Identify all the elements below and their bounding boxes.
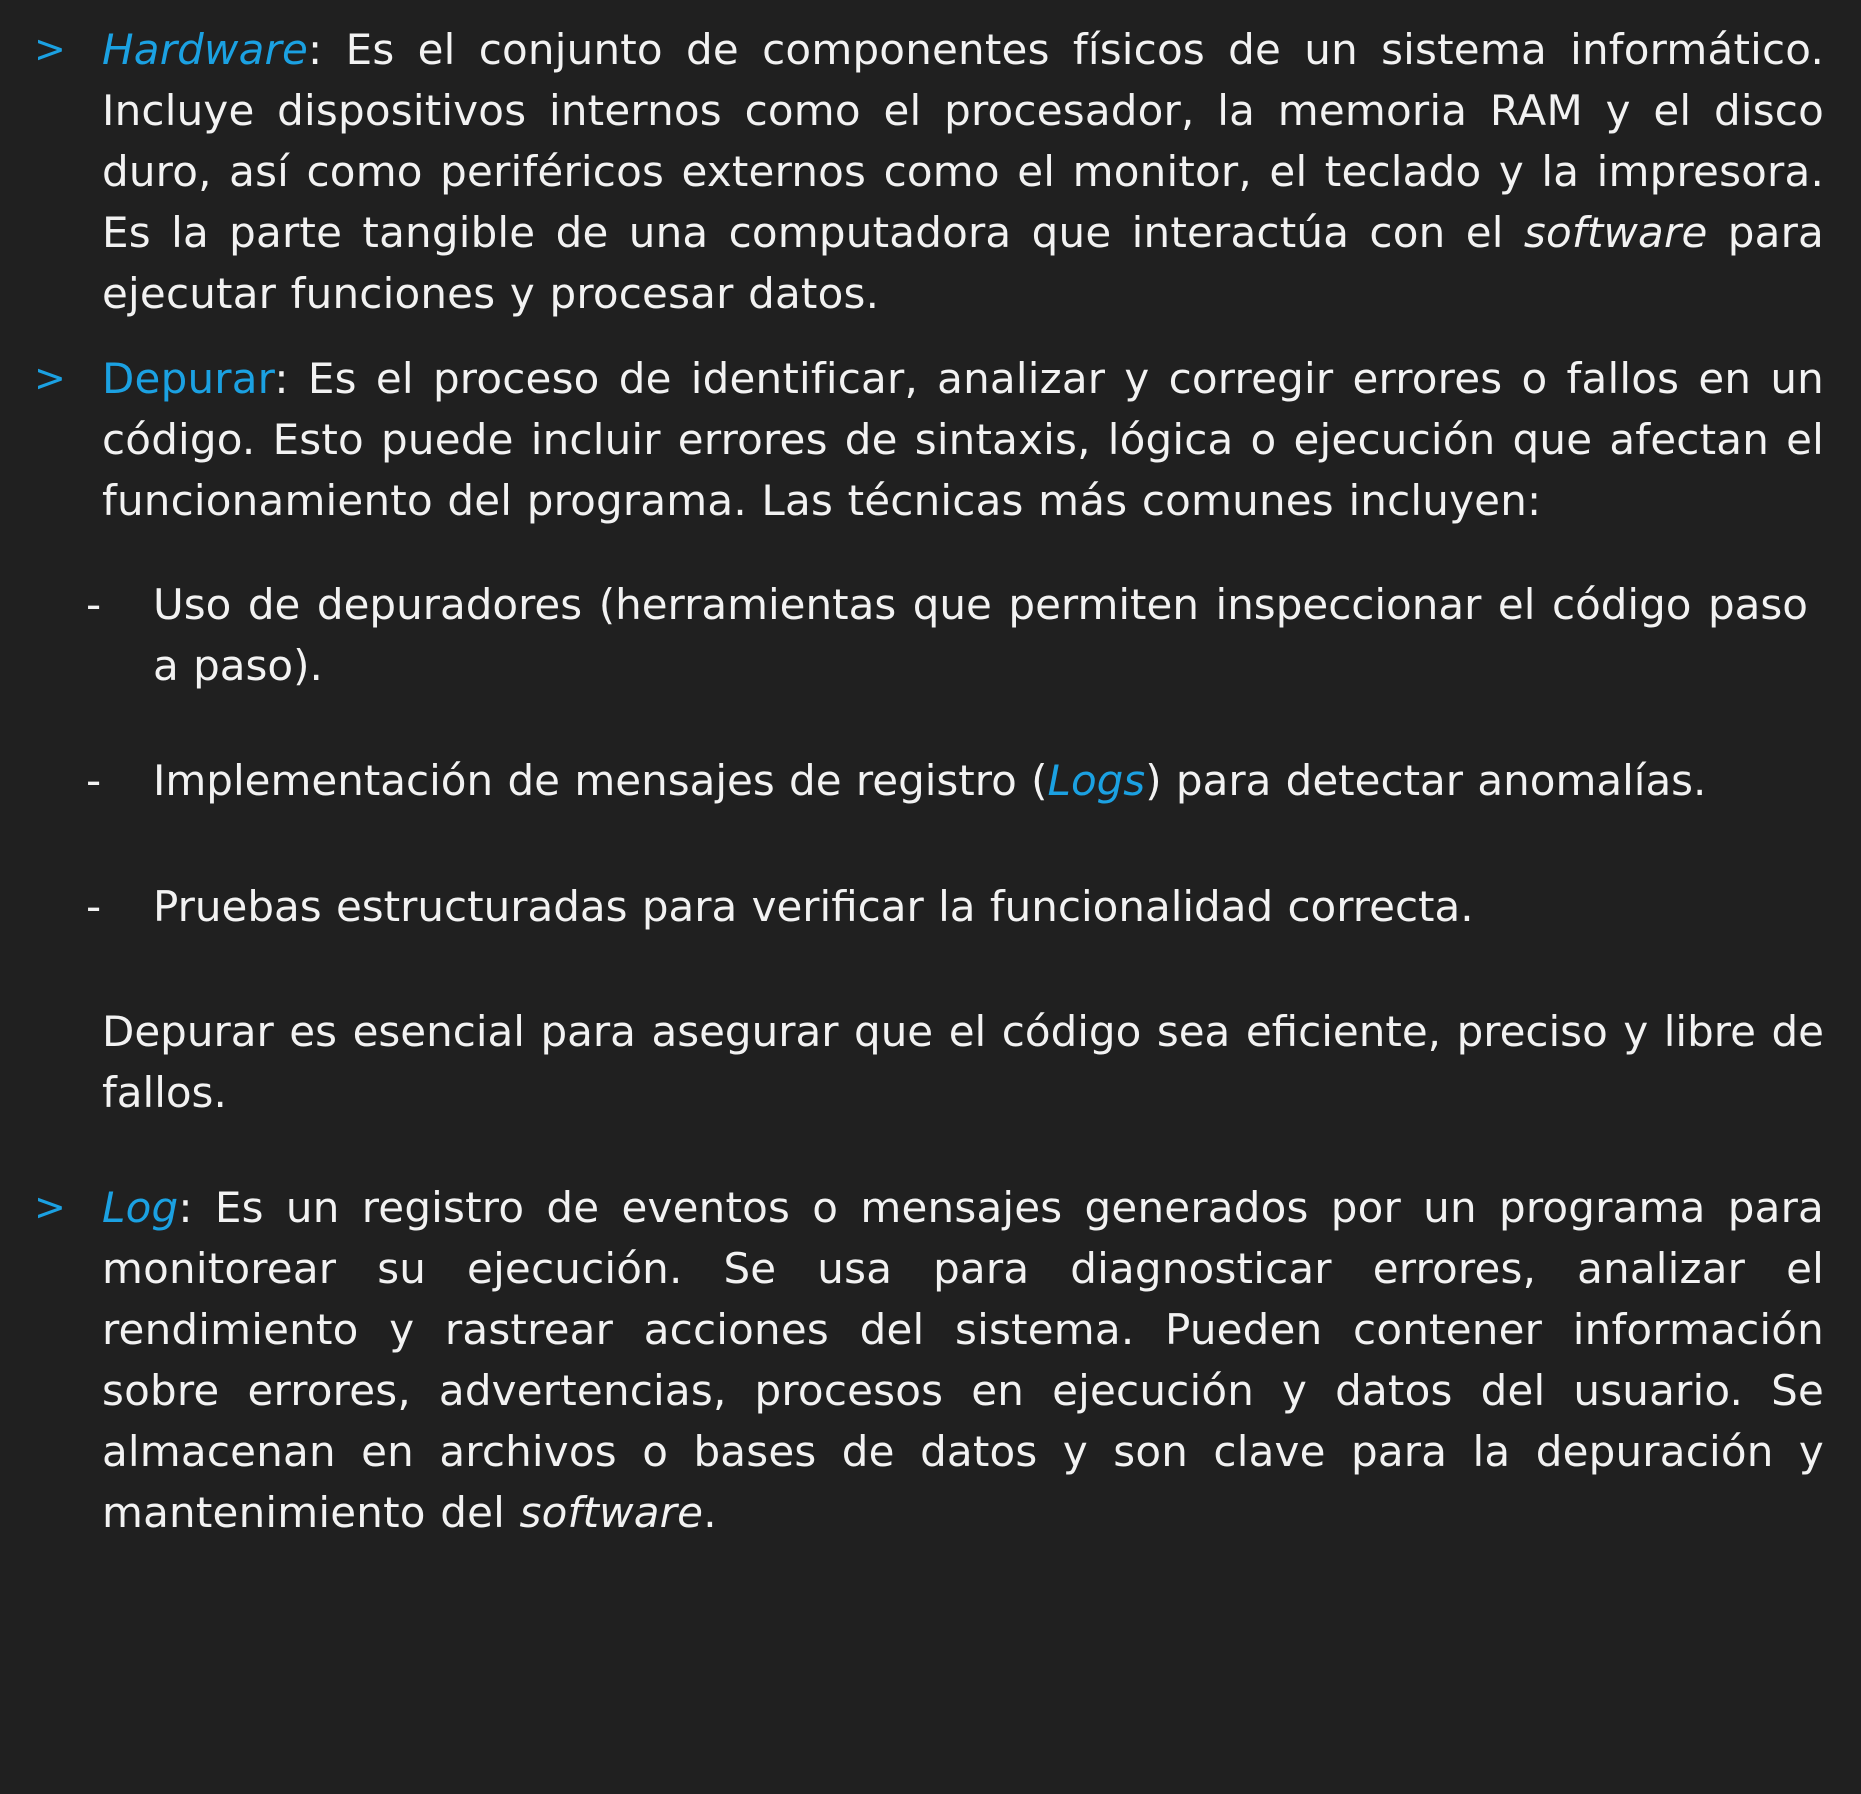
term-hardware: Hardware	[102, 25, 309, 74]
definition-hardware-text	[102, 19, 1824, 324]
dash-bullet-icon: -	[86, 756, 102, 805]
hardware-description: : Es el conjunto de componentes físicos de un sistema informático. Incluye dispositivos internos como el procesador, la memoria RAM y el disco duro, así como periféricos externos como el monitor, el teclado y la impresora. Es la parte tangible de una computadora que interactúa con el	[102, 25, 1824, 257]
definition-depurar-text	[102, 348, 1824, 531]
dash-bullet-icon: -	[86, 580, 102, 629]
term-logs: Logs	[1047, 756, 1146, 805]
arrow-bullet-icon: >	[34, 1185, 66, 1229]
hardware-description-end: para ejecutar funciones y procesar datos.	[102, 208, 1824, 318]
arrow-bullet-icon: >	[34, 356, 66, 400]
log-description-end: .	[703, 1488, 717, 1537]
term-log: Log	[102, 1183, 179, 1232]
dash-bullet-icon: -	[86, 882, 102, 931]
list-item-text: Pruebas estructuradas para verificar la funcionalidad correcta.	[153, 882, 1474, 931]
log-description: : Es un registro de eventos o mensajes generados por un programa para monitorear su ejecución. Se usa para diagnosticar errores, analizar el rendimiento y rastrear acciones del sistema. Pueden contener información sobre errores, advertencias, procesos en ejecución y datos del usuario. Se almacenan en archivos o bases de datos y son clave para la depuración y mantenimiento del	[102, 1183, 1824, 1537]
list-item-text-start: Implementación de mensajes de registro (	[153, 756, 1048, 805]
depurar-closing-paragraph: Depurar es esencial para asegurar que el código sea eficiente, preciso y libre de fallos.	[102, 1007, 1824, 1117]
arrow-bullet-icon: >	[34, 27, 66, 71]
list-item-text-end: ) para detectar anomalías.	[1145, 756, 1707, 805]
list-item-text	[153, 750, 1808, 811]
depurar-description: : Es el proceso de identificar, analizar y corregir errores o fallos en un código. Esto puede incluir errores de sintaxis, lógica o ejecución que afectan el funcionamiento del programa. Las técnicas más comunes incluyen:	[102, 354, 1824, 525]
list-item-text: Uso de depuradores (herramientas que permiten inspeccionar el código paso a paso).	[153, 580, 1808, 690]
term-depurar: Depurar	[102, 354, 275, 403]
definition-log-text	[102, 1177, 1824, 1543]
software-word: software	[519, 1488, 704, 1537]
software-word: software	[1523, 208, 1708, 257]
